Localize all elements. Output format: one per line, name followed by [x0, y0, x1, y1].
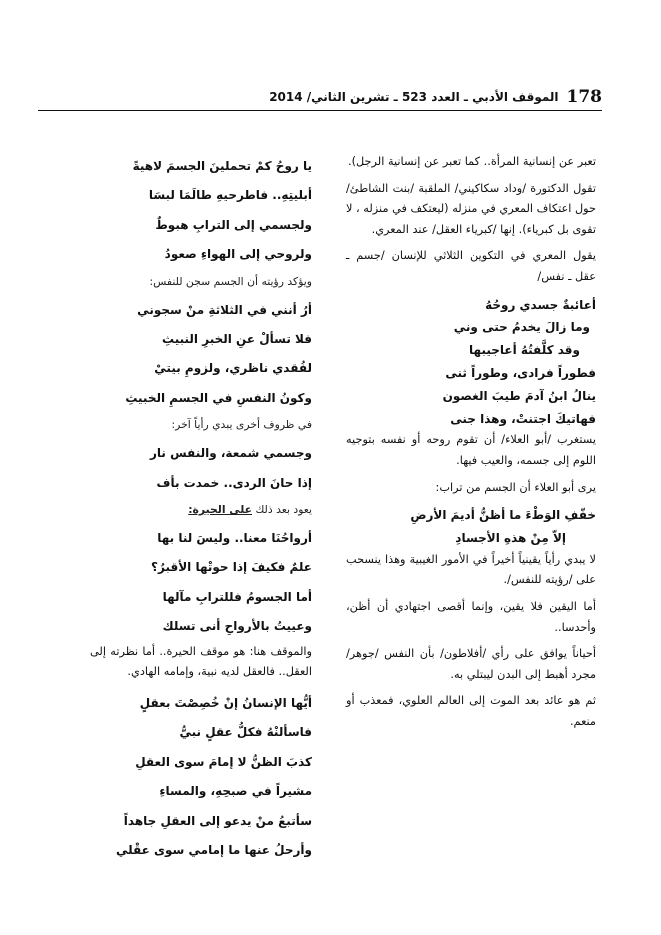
verse-line: وما زالَ يخدمُ حتى وني	[453, 320, 590, 335]
note-text: يعود بعد ذلك	[252, 503, 312, 517]
verse-line: خفّفِ الوَطْءَ ما أظنُّ أديمَ الأرضِ	[410, 508, 596, 523]
verse-line: أما الجسومُ فللترابِ مآلها	[162, 589, 312, 604]
verse-line: لفُقدي ناظري، ولزومِ بيتيْ	[154, 361, 312, 376]
page-number: 178	[566, 87, 602, 107]
verse-line: أرواحُنَا معنا.. وليسَ لنا بها	[157, 531, 312, 546]
verse-line: إلاّ مِنْ هذهِ الأجسادِ	[455, 530, 566, 545]
verse-line: أبليتِهِ.. فاطرحيهِ طالَمَا لبسَا	[148, 188, 312, 203]
paragraph: تعبر عن إنسانية المرأة.. كما تعبر عن إنسانية الرجل).	[348, 155, 596, 168]
verse-block	[346, 294, 596, 431]
verse-line: يا روحُ كمْ تحملينَ الجسمَ لاهيةً	[132, 159, 312, 173]
prose-note: ويؤكد رؤيته أن الجسم سجن للنفس:	[149, 274, 312, 288]
verse-line: أرُ أنني في الثلاثةِ منْ سجوني	[137, 302, 312, 317]
right-column	[346, 152, 596, 738]
verse-line: فلا تسألْ عنِ الخبرِ النبيثِ	[162, 332, 312, 347]
verse-line: فطوراً فرادى، وطوراً ثنى	[445, 365, 596, 380]
paragraph: يستغرب /أبو العلاء/ أن تقوم روحه أو نفسه بتوجيه اللوم إلى جسمه، والعيب فيها.	[346, 433, 596, 467]
verse-line: مشيراً في صبحِهِ، والمساءِ	[159, 784, 312, 799]
verse-line: وأرحلُ عنها ما إمامي سوى عقْلي	[115, 842, 312, 857]
running-header	[269, 86, 602, 108]
verse-line: فهاتيكَ اجتنتْ، وهذا جنى	[450, 411, 596, 426]
header-rule	[38, 110, 602, 111]
paragraph: والموقف هنا: هو موقف الحيرة.. أما نظرته إلى العقل.. فالعقل لديه نبية، وإمامه الهادي.	[90, 644, 312, 679]
verse-block	[90, 689, 312, 865]
paragraph: تقول الدكتورة /وداد سكاكيني/ الملقبة /بنت الشاطئ/ حول اعتكاف المعري في منزله (ليعتكف في منزله ، لا تقوى بل كبرياء). إنها /كبرياء العقل/ عند المعري.	[346, 181, 596, 236]
verse-line: وكونُ النفسِ في الجسمِ الخبيثِ	[125, 390, 312, 405]
verse-line: ولروحي إلى الهواءِ صعودُ	[164, 247, 312, 262]
journal-title: الموقف الأدبي ـ العدد 523 ـ تشرين الثاني/ 2014	[269, 90, 559, 104]
left-column	[90, 152, 312, 865]
verse-line: إذا حانَ الردى.. خمدت بأف	[156, 475, 312, 490]
prose-note: في ظروف أخرى يبدي رأياً آخر:	[171, 418, 312, 432]
verse-line: أعائبةٌ جسدي روحُهُ	[485, 297, 596, 312]
verse-line: وعييتُ بالأرواحِ أنى تسلك	[162, 619, 312, 634]
verse-block	[90, 296, 312, 414]
underlined-phrase: على الحيرة:	[188, 503, 253, 517]
verse-line: وجسمي شمعة، والنفس نار	[150, 446, 312, 461]
verse-block	[90, 524, 312, 642]
verse-line: ينالُ ابنُ آدمَ طيبَ الغصون	[442, 388, 596, 403]
prose-note	[90, 500, 312, 520]
verse-line: أيُّها الإنسانُ إنْ خُصِصْتَ بعقلٍ	[139, 695, 312, 710]
paragraph: أما اليقين فلا يقين، وإنما أقصى اجتهادي أن أظن، وأحدسا..	[346, 599, 596, 634]
paragraph: يرى أبو العلاء أن الجسم من تراب:	[435, 480, 596, 494]
verse-line: كذبَ الظنُّ لا إمامَ سوى العقلِ	[135, 754, 312, 769]
verse-block	[90, 439, 312, 498]
verse-line: فاسألنْهُ فكلُّ عقلٍ نبيُّ	[179, 725, 312, 740]
paragraph: أحياناً يوافق على رأي /أفلاطون/ بأن النفس /جوهر/ مجرد أهبط إلى البدن ليبتلي به.	[346, 647, 596, 681]
verse-line: علمٌ فكيفَ إذا حوتْها الأقبرُ؟	[151, 560, 312, 575]
verse-line: سأتبعُ منْ يدعو إلى العقلِ جاهداً	[123, 813, 312, 828]
paragraph: يقول المعري في التكوين الثلاثي للإنسان /جسم ـ عقل ـ نفس/	[346, 249, 596, 283]
verse-line: وقد كلَّفتُهُ أعاجيبها	[469, 343, 580, 358]
verse-block	[346, 504, 596, 550]
paragraph: لا يبدي رأياً يقينياً أخيراً في الأمور الغيبية وهذا ينسحب على /رؤيته للنفس/.	[346, 552, 596, 587]
verse-block	[90, 152, 312, 270]
paragraph: ثم هو عائد بعد الموت إلى العالم العلوي، فمعذب أو منعم.	[346, 694, 596, 728]
verse-line: ولجسمي إلى الترابِ هبوطٌ	[155, 217, 312, 232]
